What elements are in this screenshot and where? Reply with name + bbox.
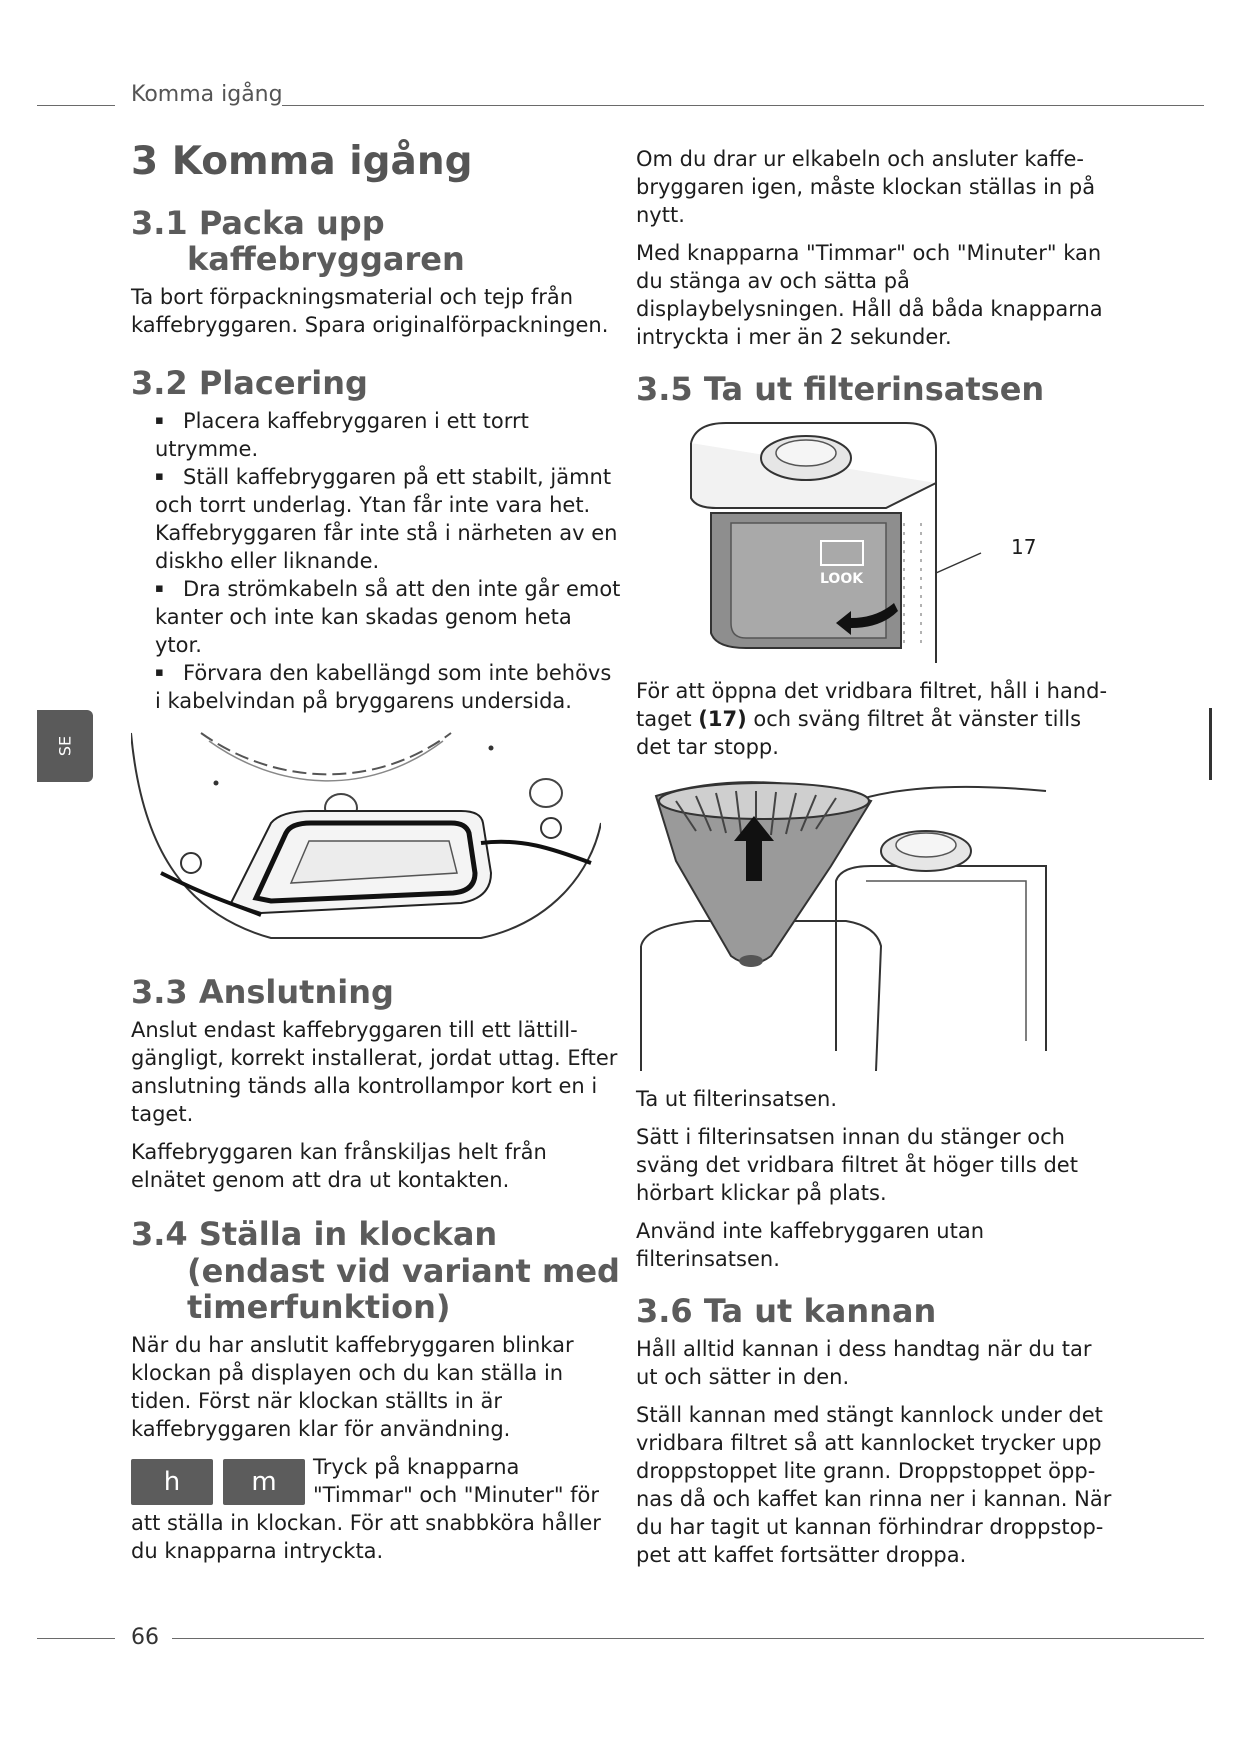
placement-item: ▪ Förvara den kabellängd som inte behövs i kabelvindan på bryggarens undersida.	[131, 659, 621, 715]
section-3-5-title: 3.5 Ta ut filterinsatsen	[636, 370, 1045, 408]
swivel-filter-illustration	[636, 413, 1066, 663]
section-3-3-title: 3.3 Anslutning	[131, 973, 394, 1012]
filter-removal-drawing	[636, 771, 1106, 1071]
placement-item: ▪ Ställ kaffebryggaren på ett stabilt, jämnt och torrt underlag. Ytan får inte vara het. Kaffebryggaren får inte stå i närheten av en diskho eller liknande.	[131, 463, 621, 575]
filter-removal-illustration	[636, 771, 1106, 1071]
right-column	[636, 145, 1116, 1579]
section-3-4-title	[131, 1216, 621, 1324]
cable-storage-drawing	[131, 723, 601, 958]
handle-reference: (17)	[698, 707, 747, 732]
open-filter-text-b: och sväng filtret åt vänster tills det tar stopp.	[636, 707, 1082, 760]
swivel-filter-drawing	[636, 413, 1066, 663]
handle-callout-17: 17	[1011, 535, 1037, 560]
section-3-4-text-2: Tryck på knapparna "Timmar" och "Minuter" för att ställa in klockan. För att snabbköra håller du knapparna intryckta.	[131, 1454, 601, 1563]
running-header: Komma igång	[131, 82, 283, 107]
display-light-text: Med knapparna "Timmar" och "Minuter" kan du stänga av och sätta på displaybelysningen. Håll då båda knapparna intryckta i mer än 2 sekunder.	[636, 241, 1103, 349]
open-filter-text-a: För att öppna det vridbara filtret, håll i hand-taget	[636, 679, 1108, 732]
section-3-3-text-2: Kaffebryggaren kan frånskiljas helt från elnätet genom att dra ut kontakten.	[131, 1140, 547, 1193]
chapter-title: 3 Komma igång	[131, 139, 473, 184]
placement-item: ▪ Dra strömkabeln så att den inte går emot kanter och inte kan skadas genom heta ytor.	[131, 575, 621, 659]
section-3-5-text-1	[636, 677, 1116, 761]
language-tab	[37, 710, 93, 782]
header-rule-left	[37, 105, 115, 106]
section-3-2-title: 3.2 Placering	[131, 364, 368, 403]
margin-marker	[1209, 708, 1212, 780]
section-3-4-text-1: När du har anslutit kaffebryggaren blinkar klockan på displayen och du kan ställa in tiden. Först när klockan ställts in är kaffebryggaren klar för användning.	[131, 1332, 574, 1441]
language-tab-label: SE	[55, 735, 75, 757]
section-3-4-title-line2: (endast vid variant med	[187, 1251, 620, 1290]
section-3-6-text-2: Ställ kannan med stängt kannlock under det vridbara filtret så att kannlocket trycker upp droppstoppet lite grann. Droppstoppet öpp-nas då och kaffet kan rinna ner i kannan. När du har tagit ut kannan förhindrar droppstop-pet att kaffet fortsätter droppa.	[636, 1403, 1112, 1568]
section-3-6-title: 3.6 Ta ut kannan	[636, 1292, 937, 1331]
section-3-5-text-2: Ta ut filterinsatsen.	[636, 1087, 837, 1112]
clock-keys	[131, 1459, 305, 1505]
section-3-5-text-3: Sätt i filterinsatsen innan du stänger och sväng det vridbara filtret åt höger tills det hörbart klickar på plats.	[636, 1125, 1078, 1206]
section-3-1-text: Ta bort förpackningsmaterial och tejp från kaffebryggaren. Spara originalförpackningen.	[131, 285, 609, 338]
cable-storage-illustration	[131, 723, 601, 958]
look-logo-text: LOOK	[820, 571, 864, 588]
section-3-4-title-line1: 3.4 Ställa in klockan	[131, 1215, 498, 1254]
clock-instruction	[131, 1453, 621, 1575]
placement-list	[131, 407, 621, 715]
header-rule-right	[282, 105, 1204, 106]
page-number: 66	[131, 1625, 159, 1650]
minute-key: m	[223, 1459, 305, 1505]
footer-rule-left	[37, 1638, 115, 1639]
section-3-1-title-line2: kaffebryggaren	[187, 240, 465, 278]
section-3-1-title-line1: 3.1 Packa upp	[131, 203, 385, 242]
placement-item: ▪ Placera kaffebryggaren i ett torrt utrymme.	[131, 407, 621, 463]
left-column	[131, 140, 621, 1575]
section-3-6-text-1: Håll alltid kannan i dess handtag när du tar ut och sätter in den.	[636, 1337, 1092, 1390]
hour-key: h	[131, 1459, 213, 1505]
section-3-1-title	[131, 205, 621, 277]
footer-rule-right	[172, 1638, 1204, 1639]
section-3-5-text-4: Använd inte kaffebryggaren utan filterinsatsen.	[636, 1219, 985, 1272]
section-3-4-title-line3: timerfunktion)	[187, 1287, 451, 1326]
clock-reset-text: Om du drar ur elkabeln och ansluter kaffe-bryggaren igen, måste klockan ställas in på nytt.	[636, 147, 1096, 227]
section-3-3-text-1: Anslut endast kaffebryggaren till ett lättill-gängligt, korrekt installerat, jordat uttag. Efter anslutning tänds alla kontrollampor kort en i taget.	[131, 1018, 618, 1127]
